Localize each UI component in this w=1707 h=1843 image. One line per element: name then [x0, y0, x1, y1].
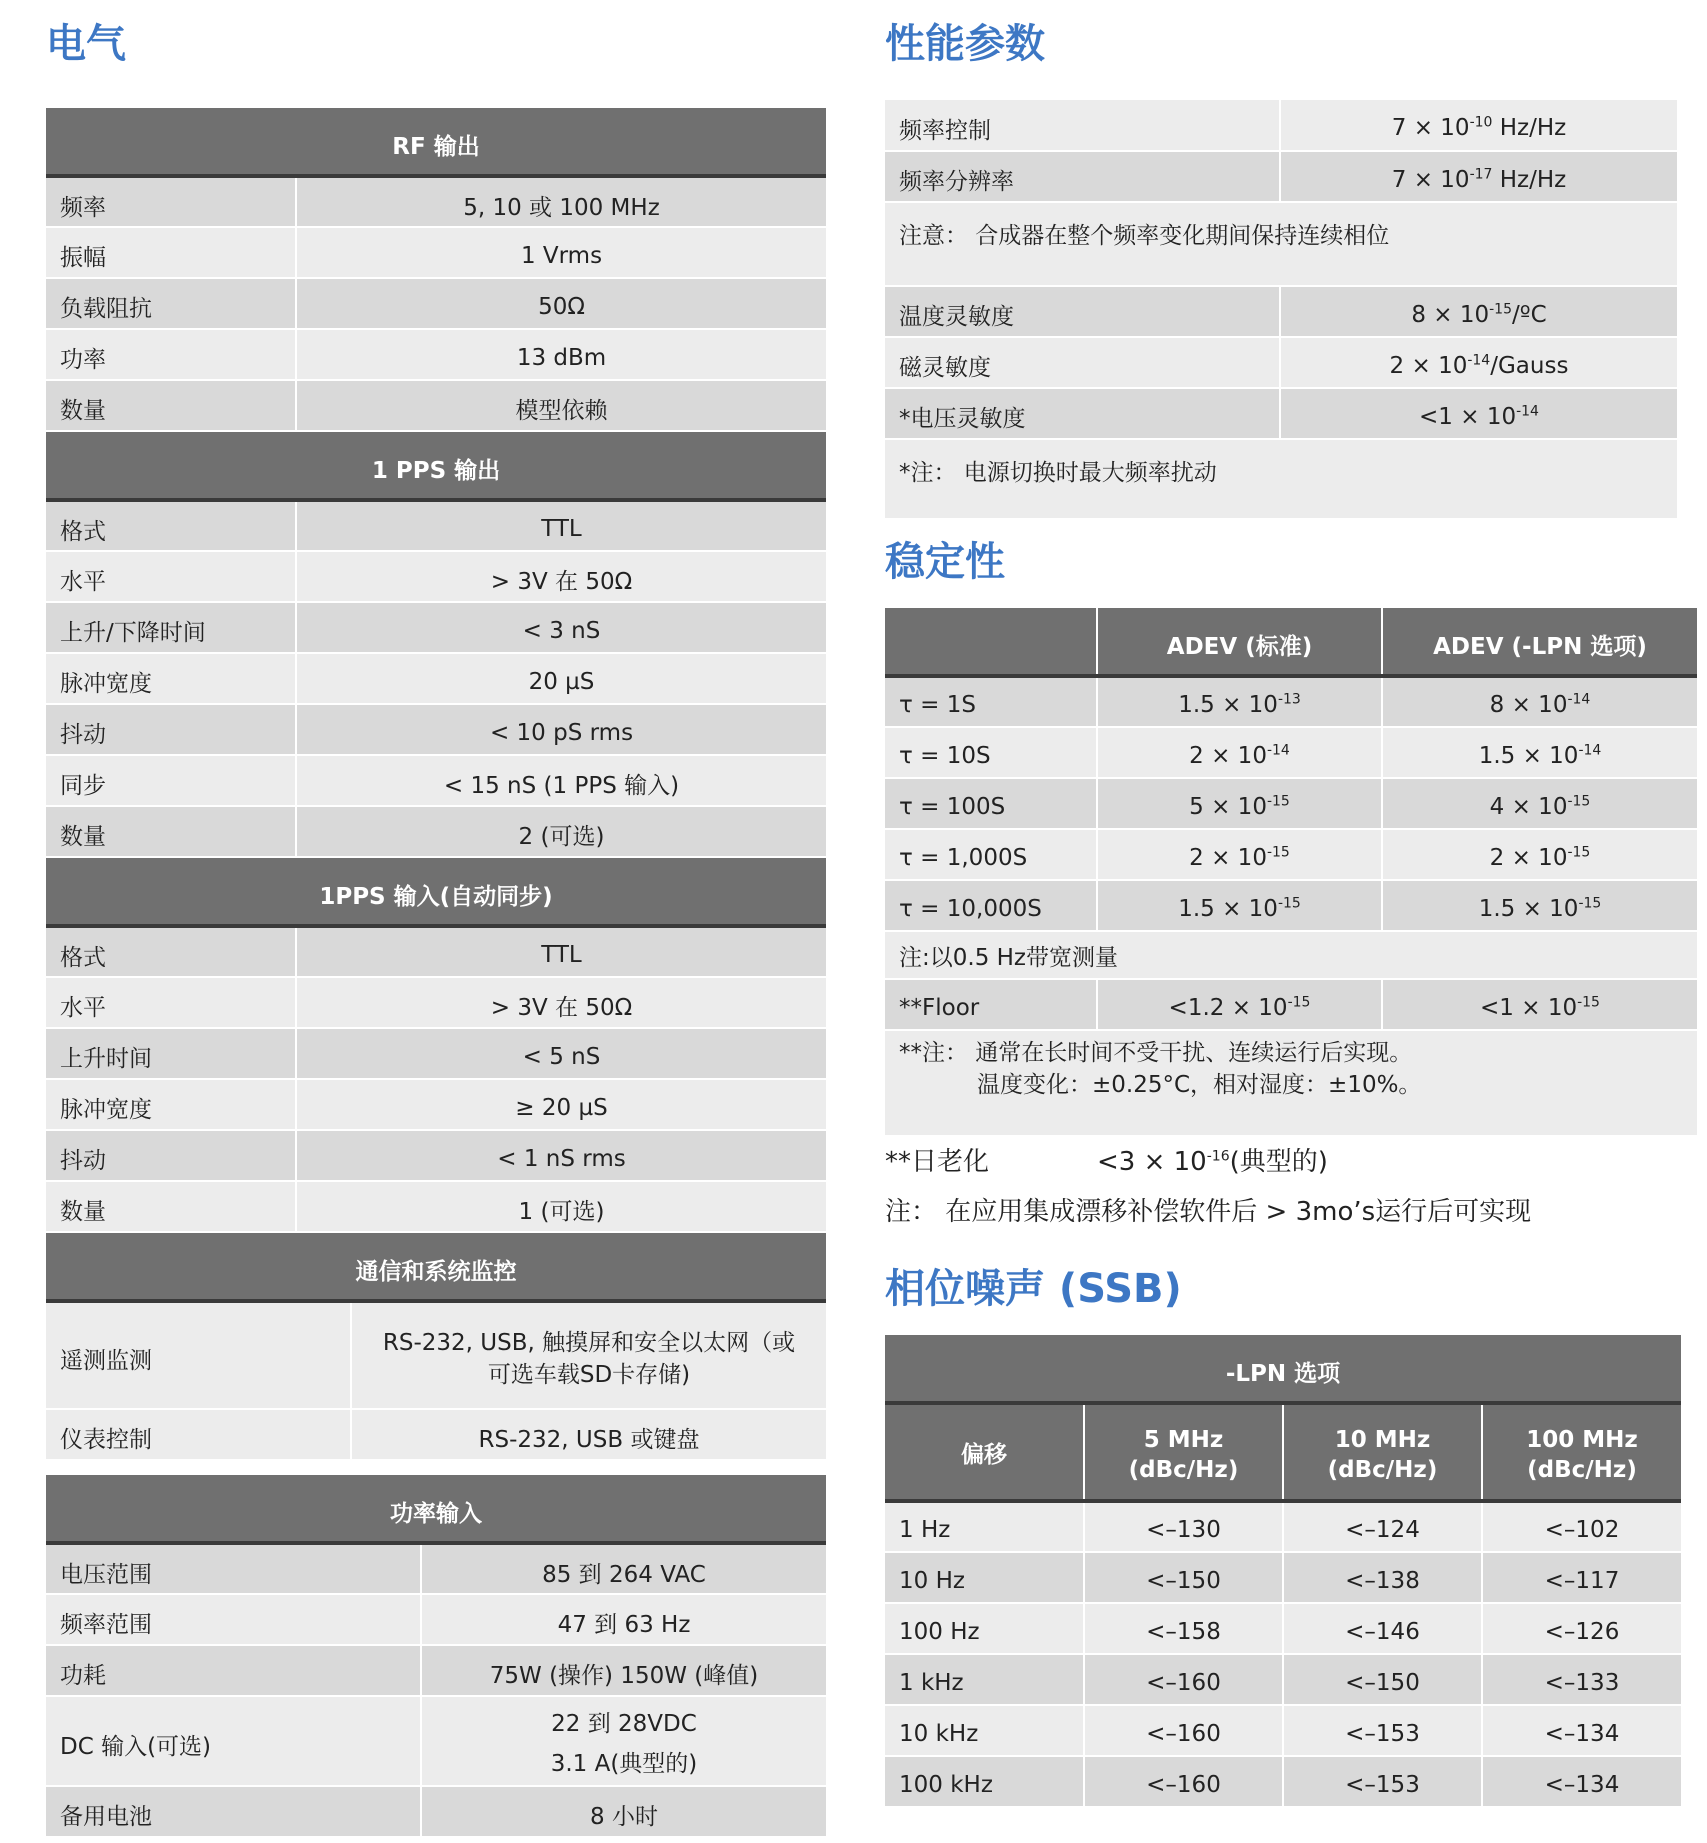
- pps-input-table: [46, 858, 826, 1233]
- table-row: [46, 977, 826, 1028]
- offset-value: 100 kHz: [885, 1756, 1084, 1807]
- row-label: 备用电池: [46, 1786, 421, 1837]
- rf-output-title: RF 输出: [46, 108, 826, 176]
- adev-lpn-value: $1.5 \times 10^{-14}$: [1382, 727, 1697, 778]
- row-label: 抖动: [46, 704, 296, 755]
- table-row: [46, 806, 826, 857]
- 10mhz-header: 10 MHz (dBc/Hz): [1283, 1403, 1482, 1501]
- row-label: 频率分辨率: [885, 151, 1280, 202]
- row-label: 功耗: [46, 1645, 421, 1696]
- tau-label: τ = 100S: [885, 778, 1097, 829]
- table-row: [885, 337, 1677, 388]
- offset-value: 1 kHz: [885, 1654, 1084, 1705]
- adev-lpn-value: $2 \times 10^{-15}$: [1382, 829, 1697, 880]
- table-row: [46, 329, 826, 380]
- table-row: [46, 551, 826, 602]
- row-value: > 3V 在 50Ω: [296, 977, 826, 1028]
- row-label: 数量: [46, 380, 296, 431]
- table-row: [46, 1130, 826, 1181]
- table-row: [885, 388, 1677, 439]
- row-value: 5, 10 或 100 MHz: [296, 176, 826, 227]
- table-row: [46, 653, 826, 704]
- row-label: *电压灵敏度: [885, 388, 1280, 439]
- tau-label: τ = 1S: [885, 676, 1097, 727]
- table-row: [885, 829, 1697, 880]
- row-value: 1 Vrms: [296, 227, 826, 278]
- row-value: < 15 nS (1 PPS 输入): [296, 755, 826, 806]
- row-label: 数量: [46, 1181, 296, 1232]
- row-value: RS-232, USB 或键盘: [351, 1409, 826, 1460]
- row-value: < 1 nS rms: [296, 1130, 826, 1181]
- row-value: TTL: [296, 500, 826, 551]
- table-row: 100 kHz <–160 <–153 <–134: [885, 1756, 1681, 1807]
- row-label: 磁灵敏度: [885, 337, 1280, 388]
- table-row: [46, 227, 826, 278]
- rf-output-table: [46, 108, 826, 432]
- table-row: [46, 1645, 826, 1696]
- table-row: [885, 778, 1697, 829]
- offset-value: 10 kHz: [885, 1705, 1084, 1756]
- row-label: 水平: [46, 551, 296, 602]
- table-row: [885, 880, 1697, 931]
- table-row: [46, 1181, 826, 1232]
- row-value: 75W (操作) 150W (峰值): [421, 1645, 826, 1696]
- lpn-option-title: -LPN 选项: [885, 1335, 1681, 1403]
- row-label: 格式: [46, 926, 296, 977]
- table-row: [46, 755, 826, 806]
- stability-table: [885, 608, 1697, 1137]
- 5mhz-header: 5 MHz (dBc/Hz): [1084, 1403, 1283, 1501]
- aging-line: [885, 1137, 1695, 1187]
- performance-heading: 性能参数: [885, 21, 1045, 67]
- row-label: 电压范围: [46, 1543, 421, 1594]
- table-row: [885, 727, 1697, 778]
- table-row: [46, 1301, 826, 1409]
- row-value: $<1 \times 10^{-14}$: [1280, 388, 1677, 439]
- comms-title: 通信和系统监控: [46, 1233, 826, 1301]
- table-row: 1 Hz <–130 <–124 <–102: [885, 1501, 1681, 1552]
- row-value: $8 \times 10^{-15}/ºC$: [1280, 286, 1677, 337]
- row-label: 上升/下降时间: [46, 602, 296, 653]
- row-label: 数量: [46, 806, 296, 857]
- offset-value: 1 Hz: [885, 1501, 1084, 1552]
- table-row: [46, 176, 826, 227]
- row-value: 85 到 264 VAC: [421, 1543, 826, 1594]
- row-value: 20 µS: [296, 653, 826, 704]
- table-row: 10 kHz <–160 <–153 <–134: [885, 1705, 1681, 1756]
- comms-table: [46, 1233, 826, 1461]
- table-row: [46, 1079, 826, 1130]
- row-value: 2 (可选): [296, 806, 826, 857]
- row-label: DC 输入(可选): [46, 1696, 421, 1786]
- row-label: 脉冲宽度: [46, 1079, 296, 1130]
- row-value: 47 到 63 Hz: [421, 1594, 826, 1645]
- row-value: 8 小时: [421, 1786, 826, 1837]
- electrical-heading: 电气: [46, 21, 126, 67]
- row-value: RS-232, USB, 触摸屏和安全以太网（或: [382, 1329, 796, 1356]
- tau-label: τ = 1,000S: [885, 829, 1097, 880]
- stability-heading: 稳定性: [885, 539, 1005, 585]
- adev-std-header: ADEV (标准): [1097, 608, 1382, 676]
- table-row: [46, 500, 826, 551]
- row-label: 格式: [46, 500, 296, 551]
- row-value: 50Ω: [296, 278, 826, 329]
- table-row: [46, 602, 826, 653]
- row-value: 13 dBm: [296, 329, 826, 380]
- table-row: [46, 1543, 826, 1594]
- aging-value: $<3 \times 10^{-16}$(典型的): [1097, 1147, 1328, 1177]
- table-row: [885, 676, 1697, 727]
- adev-std-value: $2 \times 10^{-14}$: [1097, 727, 1382, 778]
- row-label: 温度灵敏度: [885, 286, 1280, 337]
- row-value: 22 到 28VDC: [551, 1711, 697, 1737]
- table-row: [46, 278, 826, 329]
- table-row: [46, 926, 826, 977]
- row-label: 频率范围: [46, 1594, 421, 1645]
- row-value: TTL: [296, 926, 826, 977]
- floor-note: **注： 通常在长时间不受干扰、连续运行后实现。: [899, 1040, 1413, 1066]
- table-row: 1 kHz <–160 <–150 <–133: [885, 1654, 1681, 1705]
- table-row: [46, 1696, 826, 1786]
- row-value: 模型依赖: [296, 380, 826, 431]
- adev-lpn-header: ADEV (-LPN 选项): [1382, 608, 1697, 676]
- row-label: 振幅: [46, 227, 296, 278]
- row-value: 3.1 A(典型的): [550, 1751, 698, 1777]
- table-row: 100 Hz <–158 <–146 <–126: [885, 1603, 1681, 1654]
- offset-value: 10 Hz: [885, 1552, 1084, 1603]
- table-row: [46, 1028, 826, 1079]
- row-label: 水平: [46, 977, 296, 1028]
- floor-lpn-value: $<1 \times 10^{-15}$: [1382, 979, 1697, 1030]
- aging-note: 注： 在应用集成漂移补偿软件后 > 3mo’s运行后可实现: [885, 1197, 1532, 1227]
- power-title: 功率输入: [46, 1475, 826, 1543]
- row-value: < 3 nS: [296, 602, 826, 653]
- performance-table: [885, 100, 1677, 520]
- stability-corner-header: [885, 608, 1097, 676]
- tau-label: τ = 10,000S: [885, 880, 1097, 931]
- row-value: < 10 pS rms: [296, 704, 826, 755]
- pps-input-title: 1PPS 输入(自动同步): [46, 858, 826, 926]
- adev-std-value: $1.5 \times 10^{-13}$: [1097, 676, 1382, 727]
- table-row: [46, 380, 826, 431]
- adev-std-value: $5 \times 10^{-15}$: [1097, 778, 1382, 829]
- aging-label: **日老化: [885, 1147, 990, 1177]
- row-label: 频率: [46, 176, 296, 227]
- row-value: 可选车载SD卡存储): [487, 1361, 691, 1388]
- row-label: 同步: [46, 755, 296, 806]
- row-label: 仪表控制: [46, 1409, 351, 1460]
- adev-std-value: $1.5 \times 10^{-15}$: [1097, 880, 1382, 931]
- row-value: 1 (可选): [296, 1181, 826, 1232]
- row-label: 功率: [46, 329, 296, 380]
- adev-lpn-value: $8 \times 10^{-14}$: [1382, 676, 1697, 727]
- bandwidth-note: 注:以0.5 Hz带宽测量: [885, 931, 1697, 979]
- floor-std-value: $<1.2 \times 10^{-15}$: [1097, 979, 1382, 1030]
- voltage-note: *注： 电源切换时最大频率扰动: [885, 439, 1677, 519]
- row-label: 抖动: [46, 1130, 296, 1181]
- row-label: 脉冲宽度: [46, 653, 296, 704]
- table-row: [885, 151, 1677, 202]
- row-label: 上升时间: [46, 1028, 296, 1079]
- 100mhz-header: 100 MHz (dBc/Hz): [1482, 1403, 1681, 1501]
- table-row: [885, 979, 1697, 1030]
- table-row: [885, 100, 1677, 151]
- row-value: $7 \times 10^{-10}$ Hz/Hz: [1280, 100, 1677, 151]
- row-label: 遥测监测: [46, 1301, 351, 1409]
- table-row: [46, 1409, 826, 1460]
- row-value: < 5 nS: [296, 1028, 826, 1079]
- row-label: 负载阻抗: [46, 278, 296, 329]
- pps-output-table: [46, 432, 826, 858]
- floor-note-conditions: 温度变化：±0.25°C，相对湿度：±10%。: [977, 1072, 1422, 1098]
- phase-noise-heading: 相位噪声 (SSB): [885, 1266, 1182, 1312]
- adev-std-value: $2 \times 10^{-15}$: [1097, 829, 1382, 880]
- tau-label: τ = 10S: [885, 727, 1097, 778]
- table-row: [885, 286, 1677, 337]
- offset-value: 100 Hz: [885, 1603, 1084, 1654]
- power-table: [46, 1475, 826, 1838]
- adev-lpn-value: $4 \times 10^{-15}$: [1382, 778, 1697, 829]
- electrical-column: [46, 18, 826, 1838]
- row-value: $7 \times 10^{-17}$ Hz/Hz: [1280, 151, 1677, 202]
- phase-noise-table: [885, 1335, 1681, 1808]
- row-label: 频率控制: [885, 100, 1280, 151]
- table-row: [46, 1594, 826, 1645]
- row-value: > 3V 在 50Ω: [296, 551, 826, 602]
- floor-label: **Floor: [885, 979, 1097, 1030]
- table-row: [46, 1786, 826, 1837]
- row-value: $2 \times 10^{-14}$/Gauss: [1280, 337, 1677, 388]
- table-row: 10 Hz <–150 <–138 <–117: [885, 1552, 1681, 1603]
- adev-lpn-value: $1.5 \times 10^{-15}$: [1382, 880, 1697, 931]
- offset-header: 偏移: [885, 1403, 1084, 1501]
- table-row: [46, 704, 826, 755]
- right-column: [885, 18, 1695, 1808]
- row-value: ≥ 20 µS: [296, 1079, 826, 1130]
- pps-output-title: 1 PPS 输出: [46, 432, 826, 500]
- phase-note: 注意： 合成器在整个频率变化期间保持连续相位: [885, 202, 1677, 286]
